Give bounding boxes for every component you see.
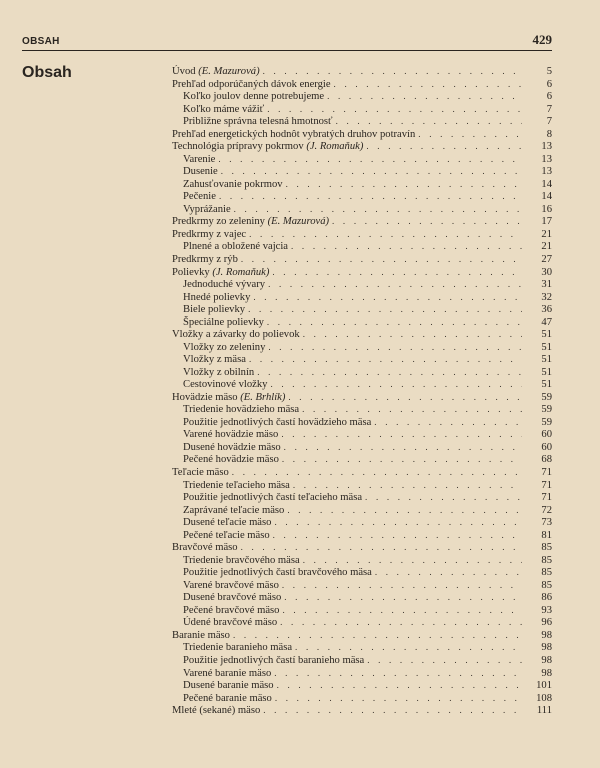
toc-entry-page: 21 — [541, 241, 552, 253]
toc-entry-title-text: Varené hovädzie mäso — [183, 429, 279, 441]
toc-dot-leader — [284, 441, 522, 454]
toc-entry-page: 17 — [541, 216, 552, 228]
toc-entry — [172, 103, 552, 116]
toc-entry-title — [183, 442, 281, 454]
toc-dot-leader — [274, 516, 522, 529]
toc-dot-leader — [336, 115, 522, 128]
toc-dot-leader — [295, 641, 522, 654]
toc-dot-leader — [303, 328, 522, 341]
toc-entry-title-text: Vyprážanie — [183, 203, 231, 215]
toc-entry-page: 51 — [541, 379, 552, 391]
toc-entry-page: 71 — [541, 479, 552, 491]
toc-entry-title-text: Pečené teľacie mäso — [183, 529, 270, 541]
toc-entry-title — [183, 530, 270, 542]
toc-dot-leader — [274, 667, 522, 680]
toc-entry-title — [183, 204, 231, 216]
toc-dot-leader — [241, 253, 522, 266]
toc-entry-title-text: Zaprávané teľacie mäso — [183, 504, 285, 516]
toc-dot-leader — [218, 153, 522, 166]
toc-entry — [172, 403, 552, 416]
toc-entry-page: 51 — [541, 354, 552, 366]
toc-entry-title — [183, 655, 364, 667]
toc-entry — [172, 378, 552, 391]
toc-entry-author: (E. Brhlík) — [240, 391, 286, 403]
toc-entry — [172, 667, 552, 680]
toc-dot-leader — [232, 466, 522, 479]
toc-entry-title — [172, 267, 269, 279]
toc-entry-title — [183, 580, 279, 592]
toc-entry-title-text: Dusené teľacie mäso — [183, 517, 272, 529]
toc-entry-title-text: Vložky z obilnín — [183, 366, 255, 378]
toc-entry-title-text: Dusené bravčové mäso — [183, 592, 282, 604]
toc-entry-title — [172, 392, 285, 404]
toc-entry-page: 59 — [541, 404, 552, 416]
toc-entry — [172, 579, 552, 592]
toc-dot-leader — [233, 629, 522, 642]
toc-entry — [172, 178, 552, 191]
toc-entry-title — [183, 668, 271, 680]
toc-entry-title — [183, 480, 290, 492]
toc-entry-page: 71 — [541, 467, 552, 478]
toc-dot-leader — [280, 616, 522, 629]
toc-entry-title — [183, 91, 324, 103]
toc-dot-leader — [248, 303, 522, 316]
toc-entry-page: 93 — [541, 604, 552, 616]
toc-entry — [172, 78, 552, 91]
toc-entry-title — [183, 292, 250, 304]
toc-entry-title — [183, 241, 288, 253]
toc-entry-page: 59 — [541, 416, 552, 428]
toc-dot-leader — [241, 541, 522, 554]
toc-entry-title-text: Triedenie bravčového mäsa — [183, 554, 300, 566]
toc-entry — [172, 479, 552, 492]
toc-dot-leader — [282, 579, 522, 592]
toc-entry-page: 13 — [541, 153, 552, 165]
toc-entry-title — [172, 129, 415, 141]
toc-dot-leader — [275, 692, 522, 705]
toc-entry — [172, 291, 552, 304]
toc-entry-page: 51 — [541, 366, 552, 378]
toc-entry-page: 51 — [541, 329, 552, 341]
toc-dot-leader — [332, 215, 522, 228]
toc-entry-title — [172, 254, 238, 266]
toc-entry-title — [183, 642, 292, 654]
toc-entry-title-text: Predkrmy z rýb — [172, 253, 238, 265]
toc-entry-title — [183, 567, 372, 579]
toc-dot-leader — [263, 65, 522, 78]
toc-entry-page: 31 — [541, 279, 552, 291]
toc-dot-leader — [281, 428, 522, 441]
toc-entry-page: 98 — [541, 667, 552, 679]
toc-entry-title — [183, 429, 278, 441]
toc-entry — [172, 228, 552, 241]
toc-entry-page: 85 — [541, 554, 552, 566]
toc-entry-title-text: Použitie jednotlivých častí teľacieho mäsa — [183, 492, 363, 504]
toc-entry-page: 60 — [541, 441, 552, 453]
toc-entry — [172, 303, 552, 316]
toc-entry-title-text: Hovädzie mäso — [172, 391, 238, 403]
toc-entry-title-text: Vložky z mäsa — [183, 354, 246, 366]
toc-dot-leader — [288, 391, 522, 404]
toc-entry-page: 32 — [541, 291, 552, 303]
toc-entry — [172, 278, 552, 291]
toc-entry-title — [172, 630, 230, 642]
toc-dot-leader — [327, 90, 522, 103]
toc-entry-title — [172, 542, 238, 554]
toc-entry-page: 51 — [541, 341, 552, 353]
toc-entry-title — [183, 680, 274, 692]
toc-entry-author: (J. Romaňuk) — [306, 141, 364, 153]
toc-dot-leader — [267, 316, 522, 329]
toc-entry-page: 68 — [541, 454, 552, 466]
toc-entry-title — [183, 304, 245, 316]
toc-entry-title-text: Teľacie mäso — [172, 467, 229, 478]
toc-entry — [172, 203, 552, 216]
toc-entry-title — [183, 693, 272, 705]
toc-entry-page: 71 — [541, 492, 552, 504]
header-page-number: 429 — [532, 32, 552, 47]
toc-entry — [172, 566, 552, 579]
toc-entry-page: 98 — [541, 654, 552, 666]
toc-entry — [172, 240, 552, 253]
toc-entry — [172, 341, 552, 354]
toc-dot-leader — [263, 704, 522, 717]
toc-dot-leader — [268, 278, 522, 291]
toc-entry — [172, 516, 552, 529]
toc-entry-title — [183, 592, 281, 604]
toc-dot-leader — [291, 240, 522, 253]
toc-entry-page: 60 — [541, 429, 552, 441]
toc-entry-title — [183, 317, 264, 329]
toc-entry-title — [172, 79, 331, 91]
toc-entry — [172, 391, 552, 404]
toc-dot-leader — [268, 341, 522, 354]
toc-entry-page: 59 — [541, 391, 552, 403]
toc-entry-title-text: Triedenie baranieho mäsa — [183, 642, 293, 654]
toc-entry — [172, 554, 552, 567]
toc-entry-title-text: Použitie jednotlivých častí bravčového mäsa — [183, 567, 372, 579]
toc-entry — [172, 491, 552, 504]
toc-entry-title — [172, 229, 246, 241]
toc-entry-title-text: Mleté (sekané) mäso — [172, 705, 261, 717]
toc-entry — [172, 641, 552, 654]
toc-entry-page: 30 — [541, 266, 552, 278]
toc-entry — [172, 453, 552, 466]
toc-dot-leader — [334, 78, 522, 91]
toc-dot-leader — [365, 491, 522, 504]
toc-entry-title — [183, 367, 254, 379]
toc-entry — [172, 90, 552, 103]
toc-entry-page: 21 — [541, 228, 552, 240]
toc-entry-page: 47 — [541, 316, 552, 328]
toc-entry-title — [183, 605, 279, 617]
toc-entry-title-text: Vložky zo zeleniny — [183, 341, 266, 353]
toc-entry-page: 81 — [541, 529, 552, 541]
toc-entry-title-text: Varené baranie mäso — [183, 667, 272, 679]
toc-entry-page: 96 — [541, 617, 552, 629]
toc-entry — [172, 190, 552, 203]
toc-entry-title-text: Dusené hovädzie mäso — [183, 441, 281, 453]
toc-entry-title — [183, 116, 333, 128]
toc-entry-title-text: Pečené baranie mäso — [183, 692, 272, 704]
toc-entry-title — [183, 454, 279, 466]
toc-entry — [172, 153, 552, 166]
toc-entry — [172, 140, 552, 153]
toc-dot-leader — [277, 679, 522, 692]
toc-dot-leader — [286, 178, 522, 191]
running-header — [22, 30, 552, 51]
toc-entry-title-text: Technológia prípravy pokrmov — [172, 141, 304, 153]
toc-entry — [172, 704, 552, 717]
toc-entry — [172, 679, 552, 692]
toc-entry-title-text: Predkrmy z vajec — [172, 228, 247, 240]
toc-entry-title-text: Prehľad energetických hodnôt vybratých druhov potravín — [172, 128, 416, 140]
toc-entry-title — [183, 279, 265, 291]
toc-entry-title-text: Pečené hovädzie mäso — [183, 454, 279, 466]
toc-entry-title — [172, 705, 260, 717]
toc-entry-title — [183, 617, 277, 629]
toc-entry-page: 86 — [541, 592, 552, 604]
toc-entry — [172, 541, 552, 554]
toc-entry — [172, 128, 552, 141]
toc-dot-leader — [303, 554, 522, 567]
toc-dot-leader — [249, 353, 522, 366]
toc-entry — [172, 115, 552, 128]
toc-entry-title-text: Pečené bravčové mäso — [183, 604, 280, 616]
toc-entry-title-text: Špeciálne polievky — [183, 316, 264, 328]
toc-dot-leader — [302, 403, 522, 416]
toc-entry-page: 14 — [541, 191, 552, 203]
toc-entry — [172, 504, 552, 517]
toc-entry — [172, 616, 552, 629]
toc-entry-title — [183, 166, 218, 178]
toc-dot-leader — [253, 291, 522, 304]
toc-entry-page: 7 — [546, 103, 552, 115]
toc-entry — [172, 529, 552, 542]
toc-entry — [172, 253, 552, 266]
toc-dot-leader — [257, 366, 522, 379]
toc-entry-title — [183, 191, 216, 203]
page-title: Obsah — [22, 64, 72, 81]
toc-entry-title-text: Triedenie teľacieho mäsa — [183, 479, 290, 491]
toc-entry-title — [183, 555, 300, 567]
toc-entry-title-text: Varené bravčové mäso — [183, 579, 279, 591]
toc-entry-page: 98 — [541, 642, 552, 654]
toc-entry-title-text: Triedenie hovädzieho mäsa — [183, 404, 300, 416]
toc-entry-title — [172, 216, 329, 228]
toc-dot-leader — [374, 416, 522, 429]
toc-entry-title — [183, 154, 215, 166]
toc-dot-leader — [221, 165, 522, 178]
toc-dot-leader — [284, 591, 522, 604]
toc-entry-title-text: Polievky — [172, 266, 210, 278]
toc-entry — [172, 165, 552, 178]
toc-entry-author: (E. Mazurová) — [267, 216, 330, 228]
toc-entry — [172, 591, 552, 604]
toc-entry-title-text: Baranie mäso — [172, 629, 230, 641]
toc-entry-page: 85 — [541, 567, 552, 579]
toc-entry-page: 13 — [541, 166, 552, 178]
toc-entry-title — [183, 505, 284, 517]
table-of-contents — [172, 65, 552, 717]
toc-entry-title-text: Vložky a závarky do polievok — [172, 329, 300, 341]
toc-entry-page: 5 — [546, 66, 552, 77]
toc-entry-page: 73 — [541, 517, 552, 529]
toc-entry — [172, 604, 552, 617]
toc-entry-title — [183, 379, 267, 391]
toc-entry-page: 6 — [546, 91, 552, 103]
toc-entry-author: (E. Mazurová) — [198, 66, 260, 77]
toc-entry-title-text: Bravčové mäso — [172, 542, 238, 554]
toc-dot-leader — [287, 504, 522, 517]
toc-entry-title — [183, 517, 271, 529]
toc-entry-page: 36 — [541, 304, 552, 316]
toc-entry-title — [172, 467, 229, 479]
toc-entry-page: 111 — [536, 705, 552, 717]
toc-entry-page: 72 — [541, 504, 552, 516]
toc-entry-title-text: Úvod — [172, 66, 196, 77]
toc-entry-title — [183, 179, 283, 191]
toc-entry-title — [183, 104, 264, 116]
toc-dot-leader — [234, 203, 522, 216]
toc-entry-title-text: Použitie jednotlivých častí hovädzieho mäsa — [183, 416, 372, 428]
toc-entry — [172, 353, 552, 366]
toc-entry — [172, 65, 552, 78]
toc-dot-leader — [282, 453, 522, 466]
toc-entry — [172, 466, 552, 479]
toc-entry-page: 6 — [546, 78, 552, 90]
toc-entry-title-text: Varenie — [183, 153, 216, 165]
toc-entry-page: 101 — [536, 680, 552, 692]
toc-entry-title — [183, 417, 371, 429]
toc-entry — [172, 629, 552, 642]
toc-entry-title-text: Približne správna telesná hmotnosť — [183, 116, 333, 128]
toc-entry — [172, 215, 552, 228]
toc-entry-page: 7 — [546, 116, 552, 128]
toc-entry-title — [172, 329, 300, 341]
toc-entry — [172, 366, 552, 379]
toc-entry-title-text: Cestovinové vložky — [183, 379, 268, 391]
toc-entry-title — [183, 404, 299, 416]
toc-entry — [172, 416, 552, 429]
toc-entry — [172, 441, 552, 454]
toc-dot-leader — [219, 190, 522, 203]
toc-entry-page: 108 — [536, 692, 552, 704]
toc-dot-leader — [418, 128, 522, 141]
toc-entry-page: 16 — [541, 203, 552, 215]
toc-entry — [172, 266, 552, 279]
toc-entry-title-text: Zahusťovanie pokrmov — [183, 178, 283, 190]
toc-entry-title-text: Pečenie — [183, 191, 216, 203]
toc-dot-leader — [293, 479, 522, 492]
toc-entry-page: 14 — [541, 178, 552, 190]
toc-dot-leader — [375, 566, 522, 579]
toc-entry-title-text: Dusené baranie mäso — [183, 680, 274, 692]
toc-entry-title — [172, 141, 363, 153]
toc-entry — [172, 316, 552, 329]
toc-entry — [172, 428, 552, 441]
toc-entry-author: (J. Romaňuk) — [212, 266, 270, 278]
toc-entry — [172, 654, 552, 667]
toc-dot-leader — [272, 266, 522, 279]
toc-dot-leader — [366, 140, 522, 153]
toc-entry-title-text: Jednoduché vývary — [183, 279, 266, 291]
toc-entry-title — [183, 354, 246, 366]
toc-dot-leader — [282, 604, 522, 617]
toc-entry — [172, 328, 552, 341]
toc-dot-leader — [267, 103, 522, 116]
toc-entry-page: 85 — [541, 542, 552, 554]
toc-entry-title-text: Hnedé polievky — [183, 291, 251, 303]
toc-dot-leader — [273, 529, 522, 542]
toc-entry-title-text: Prehľad odporúčaných dávok energie — [172, 78, 331, 90]
toc-dot-leader — [367, 654, 522, 667]
toc-entry-title-text: Použitie jednotlivých častí baranieho mäsa — [183, 654, 365, 666]
toc-entry-title-text: Plnené a obložené vajcia — [183, 241, 289, 253]
toc-entry-title — [183, 342, 265, 354]
toc-entry-title-text: Koľko máme vážiť — [183, 103, 265, 115]
toc-entry-title-text: Predkrmy zo zeleniny — [172, 216, 265, 228]
toc-entry-title — [172, 66, 260, 78]
toc-entry-title-text: Koľko joulov denne potrebujeme — [183, 91, 325, 103]
toc-entry-page: 27 — [541, 253, 552, 265]
toc-entry-page: 98 — [541, 629, 552, 641]
toc-entry-title — [183, 492, 362, 504]
toc-entry-title-text: Údené bravčové mäso — [183, 617, 278, 629]
toc-entry-title-text: Biele polievky — [183, 304, 246, 316]
toc-dot-leader — [249, 228, 522, 241]
toc-entry — [172, 692, 552, 705]
header-section-label: OBSAH — [22, 36, 60, 47]
toc-entry-title-text: Dusenie — [183, 166, 218, 178]
toc-entry-page: 8 — [546, 128, 552, 140]
toc-entry-page: 13 — [541, 141, 552, 153]
toc-entry-page: 85 — [541, 579, 552, 591]
toc-dot-leader — [270, 378, 522, 391]
